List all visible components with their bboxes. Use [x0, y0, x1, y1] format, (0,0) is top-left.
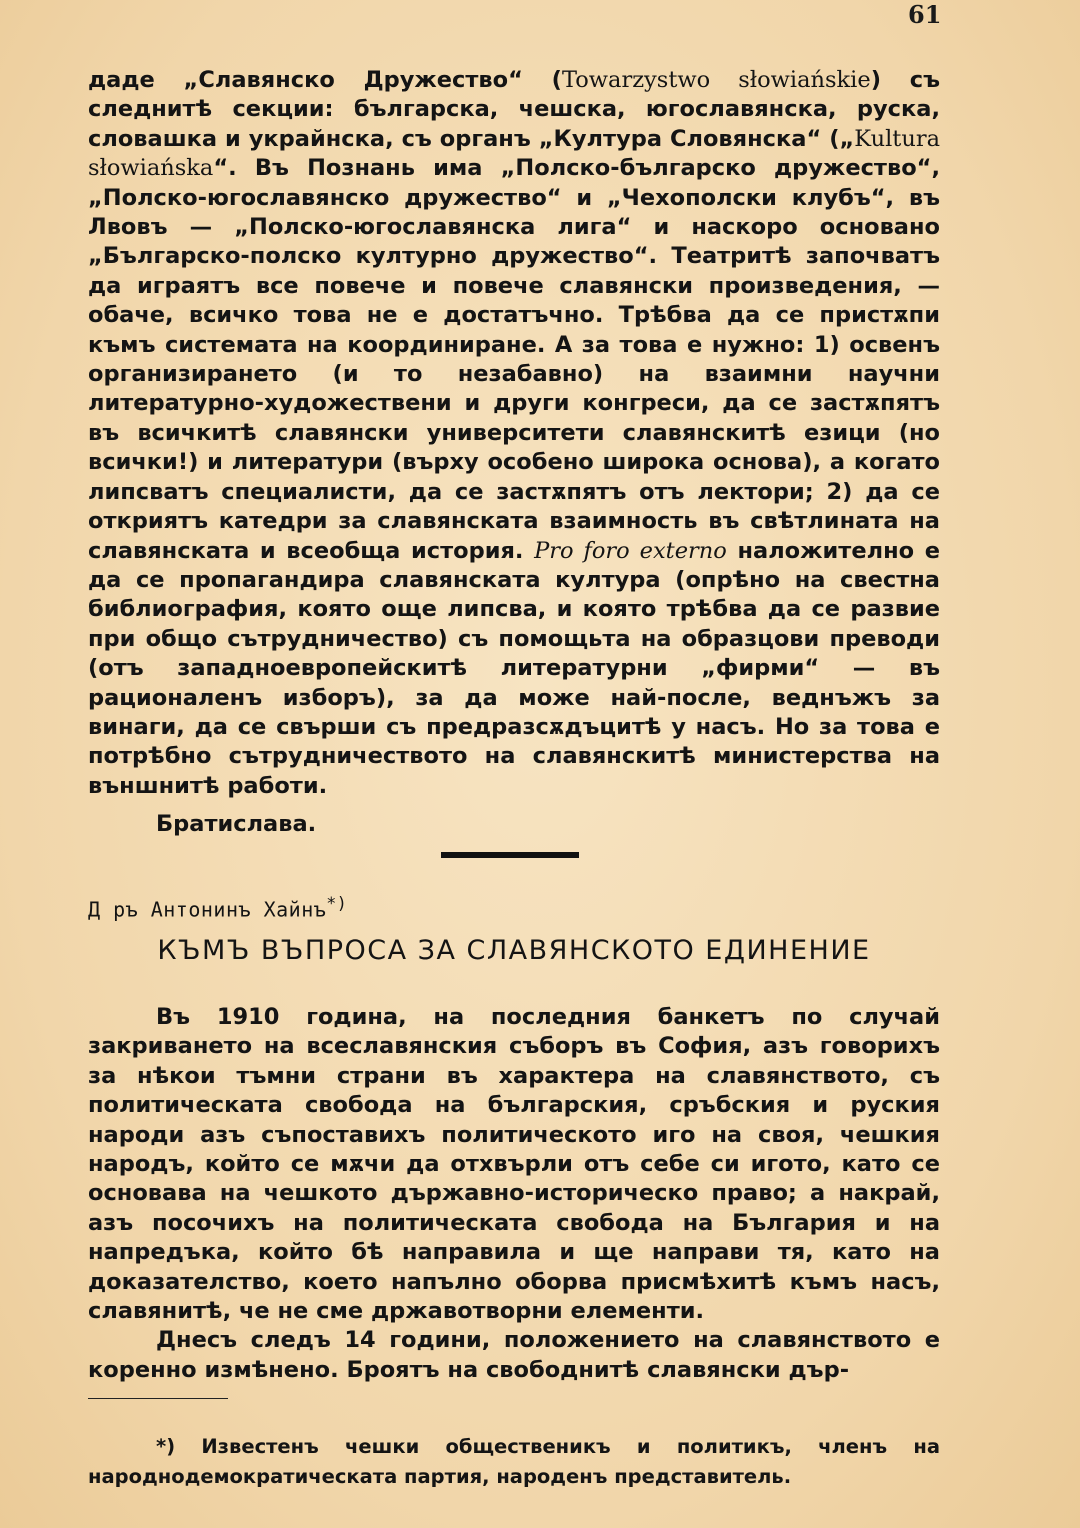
- paragraph-text: даде „Славянско Дружество“ (Towarzystwo słowiańskie) съ следнитѣ секции: българска, чешска, югославянска, руска, словашка и украйнска, съ органъ „Култура Словянска“ („Kultura słowiańska“. Въ Познань има „Полско-българско дружество“, „Полско-югославянско дружество“ и „Чехополски клубъ“, въ Лвовъ — „Полско-югославянска лига“ и наскоро основано „Българско-полско културно дружество“. Театритѣ започватъ да играятъ все повече и повече славянски произведения, — обаче, всичко това не е достатъчно. Трѣбва да се пристѫпи къмъ системата на координиране. А за това е нужно: 1) освенъ организирането (и то незабавно) на взаимни научни литературно-художествени и други конгреси, да се застѫпятъ въ всичкитѣ славянски университети славянскитѣ езици (но всички!) и литератури (върху особено широка основа), а когато липсватъ специалисти, да се застѫпятъ отъ лектори; 2) да се откриятъ катедри за славянската взаимность въ свѣтлината на славянската и всеобща история. Pro foro externo наложително е да се пропагандира славянската култура (опрѣно на свестна библиография, която още липсва, и която трѣбва да се развие при общо сътрудничество) съ помощьта на образцови преводи (отъ западноевропейскитѣ литературни „фирми“ — въ рационаленъ изборъ), за да може най-после, веднъжъ за винаги, да се свърши съ предразсѫдъцитѣ у насъ. Но за това е потрѣбно сътрудничеството на славянскитѣ министерства на външнитѣ работи.: [88, 67, 940, 799]
- signature-place: Братислава.: [156, 811, 317, 837]
- latin-phrase: Kultura słowiańska: [88, 125, 940, 182]
- footnote: [88, 1412, 940, 1511]
- footnote-text: Известенъ чешки общественикъ и политикъ, членъ на народнодемократическата партия, народенъ представитель.: [88, 1434, 940, 1488]
- article-author: Д ръ Антонинъ Хайнъ*): [88, 894, 348, 922]
- section-divider: [441, 852, 579, 858]
- paragraph: Днесъ следъ 14 години, положението на славянството е коренно измѣнено. Броятъ на свободнитѣ славянски дър-: [88, 1327, 940, 1383]
- paragraph: Въ 1910 година, на последния банкетъ по случай закриването на всеславянския съборъ въ София, азъ говорихъ за нѣкои тъмни страни въ характера на славянството, съ политическата свобода на българския, сръбския и руския народи азъ съпоставихъ политическото иго на своя, чешкия народъ, който се мѫчи да отхвърли отъ себе си игото, като се основава на чешкото държавно-историческо право; а накрай, азъ посочихъ на политическата свобода на България и на напредъка, който бѣ направила и ще направи тя, като на доказателство, което напълно оборва присмѣхитѣ къмъ насъ, славянитѣ, че не сме државотворни елементи.: [88, 1004, 940, 1325]
- article-body: [88, 1003, 940, 1385]
- footnote-separator: [88, 1398, 228, 1399]
- italic-phrase: Pro foro externo: [534, 537, 727, 564]
- page-number: 61: [908, 0, 942, 29]
- latin-phrase: Towarzystwo słowiańskie: [561, 67, 871, 93]
- footnote-mark: *): [156, 1434, 176, 1458]
- article-title: КЪМЪ ВЪПРОСА ЗА СЛАВЯНСКОТО ЕДИНЕНИЕ: [157, 935, 871, 966]
- footnote-marker: *): [326, 894, 348, 913]
- paragraph-continued: [88, 66, 940, 801]
